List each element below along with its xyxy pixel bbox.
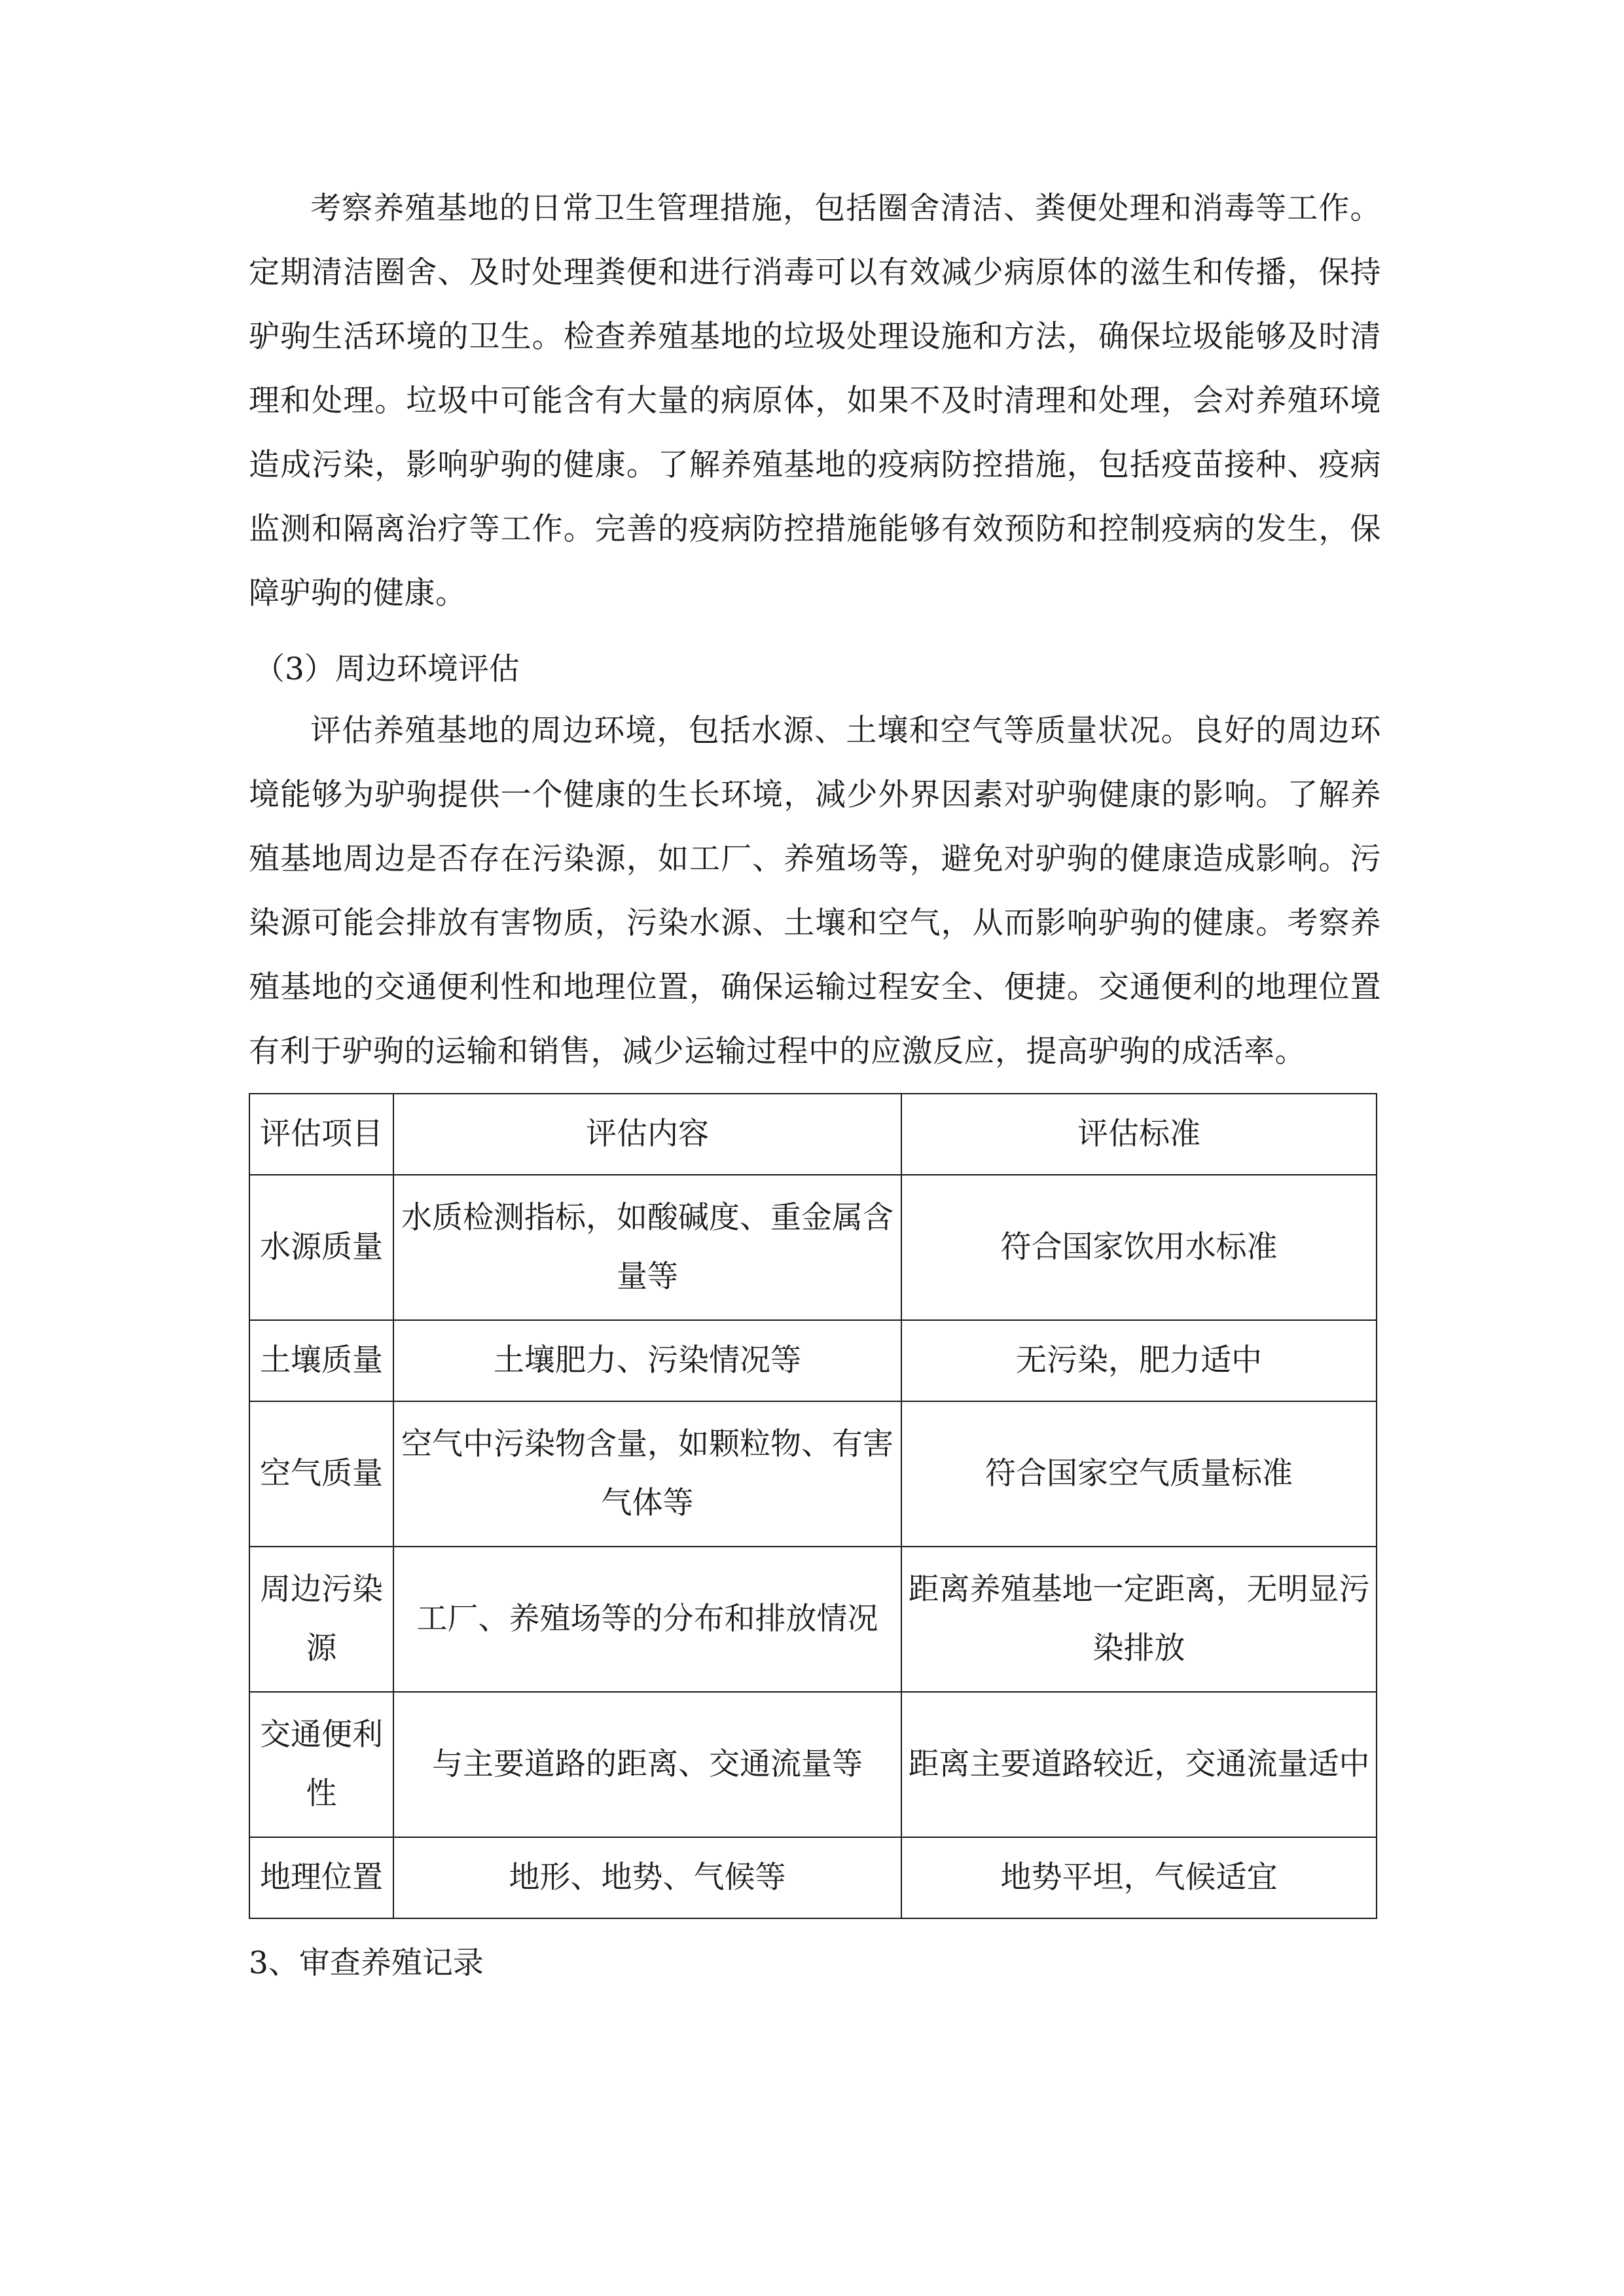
cell-standard: 无污染，肥力适中 <box>901 1320 1377 1401</box>
cell-content: 工厂、养殖场等的分布和排放情况 <box>393 1547 901 1692</box>
cell-content: 空气中污染物含量，如颗粒物、有害气体等 <box>393 1401 901 1547</box>
header-content: 评估内容 <box>393 1094 901 1175</box>
cell-standard: 符合国家饮用水标准 <box>901 1175 1377 1320</box>
cell-item: 水源质量 <box>249 1175 393 1320</box>
subheading-surrounding-environment: （3）周边环境评估 <box>254 651 520 687</box>
assessment-table <box>249 1093 1377 1919</box>
paragraph-hygiene-management: 考察养殖基地的日常卫生管理措施，包括圈舍清洁、粪便处理和消毒等工作。定期清洁圈舍、及时处理粪便和进行消毒可以有效减少病原体的滋生和传播，保持驴驹生活环境的卫生。检查养殖基地的垃圾处理设施和方法，确保垃圾能够及时清理和处理。垃圾中可能含有大量的病原体，如果不及时清理和处理，会对养殖环境造成污染，影响驴驹的健康。了解养殖基地的疫病防控措施，包括疫苗接种、疫病监测和隔离治疗等工作。完善的疫病防控措施能够有效预防和控制疫病的发生，保障驴驹的健康。 <box>249 190 1381 611</box>
cell-content: 与主要道路的距离、交通流量等 <box>393 1692 901 1837</box>
cell-standard: 距离主要道路较近，交通流量适中 <box>901 1692 1377 1837</box>
table-row <box>249 1547 1377 1692</box>
document-page <box>249 177 1381 1996</box>
cell-content: 水质检测指标，如酸碱度、重金属含量等 <box>393 1175 901 1320</box>
cell-content: 地形、地势、气候等 <box>393 1837 901 1918</box>
table-row <box>249 1401 1377 1547</box>
cell-content: 土壤肥力、污染情况等 <box>393 1320 901 1401</box>
table-row <box>249 1837 1377 1918</box>
cell-item: 地理位置 <box>249 1837 393 1918</box>
cell-item: 交通便利性 <box>249 1692 393 1837</box>
table-row <box>249 1320 1377 1401</box>
table-header-row <box>249 1094 1377 1175</box>
cell-standard: 距离养殖基地一定距离，无明显污染排放 <box>901 1547 1377 1692</box>
header-item: 评估项目 <box>249 1094 393 1175</box>
table-row <box>249 1175 1377 1320</box>
table-row <box>249 1692 1377 1837</box>
paragraph-environment-assessment: 评估养殖基地的周边环境，包括水源、土壤和空气等质量状况。良好的周边环境能够为驴驹提供一个健康的生长环境，减少外界因素对驴驹健康的影响。了解养殖基地周边是否存在污染源，如工厂、养殖场等，避免对驴驹的健康造成影响。污染源可能会排放有害物质，污染水源、土壤和空气，从而影响驴驹的健康。考察养殖基地的交通便利性和地理位置，确保运输过程安全、便捷。交通便利的地理位置有利于驴驹的运输和销售，减少运输过程中的应激反应，提高驴驹的成活率。 <box>249 713 1381 1069</box>
cell-item: 空气质量 <box>249 1401 393 1547</box>
cell-standard: 符合国家空气质量标准 <box>901 1401 1377 1547</box>
cell-item: 土壤质量 <box>249 1320 393 1401</box>
assessment-table-container <box>249 1093 1381 1919</box>
cell-item: 周边污染源 <box>249 1547 393 1692</box>
cell-standard: 地势平坦，气候适宜 <box>901 1837 1377 1918</box>
header-standard: 评估标准 <box>901 1094 1377 1175</box>
section-heading-breeding-records: 3、审查养殖记录 <box>249 1945 484 1981</box>
